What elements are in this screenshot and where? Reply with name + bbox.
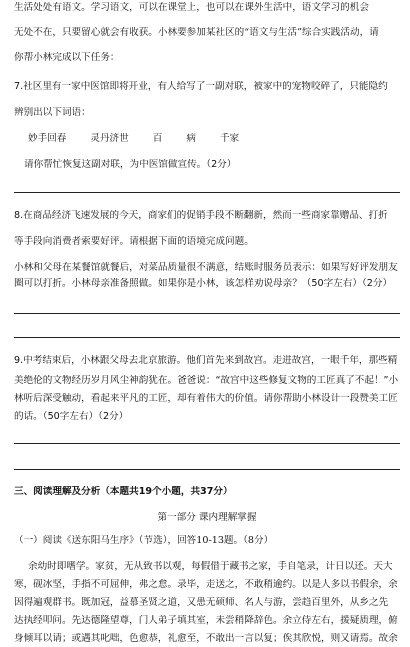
q7-word-list: [28, 133, 400, 145]
intro-line-1: 生活处处有语文。学习语文，可以在课堂上，也可以在课外生活中，语文学习的机会: [14, 2, 369, 13]
q7-word: 千家: [219, 133, 240, 144]
q8-line-4: 圈可以打折。小林母亲准备照做。如果你是小林，该怎样劝说母亲？（50字左右）（2分）: [14, 278, 393, 289]
q8-line-2: 等手段向消费者索要好评。请根据下面的语境完成问题。: [14, 236, 254, 247]
answer-line-q9-2[interactable]: [14, 469, 400, 470]
passage-line-3: 因得遍观群书。既加冠，益慕圣贤之道，又患无硕师、名人与游，尝趋百里外，从乡之先: [14, 597, 389, 608]
q8-line-1: 8.在商品经济飞速发展的今天，商家们的促销手段不断翻新，然而一些商家靠赠品、打折: [14, 210, 388, 221]
q7-line-1: 7.社区里有一家中医馆即将开业，有人给写了一副对联，被家中的宠物咬碎了，只能隐约: [14, 81, 388, 92]
q9-line-4: 的话。（50字左右）（2分）: [14, 411, 129, 422]
q7-task: 请你帮忙恢复这副对联，为中医馆做宣传。（2分）: [24, 159, 237, 170]
answer-line-q8-1[interactable]: [14, 313, 400, 314]
answer-line-q9-1[interactable]: [14, 443, 400, 444]
passage-line-5: 身倾耳以请；或遇其叱咄，色愈恭，礼愈至，不敢出一言以复；俟其欣悦，则又请焉。故余: [14, 633, 398, 644]
answer-line-q7[interactable]: [14, 192, 400, 193]
passage-line-1: 余幼时即嗜学。家贫，无从致书以观，每假借于藏书之家，手自笔录，计日以还。天大: [28, 561, 393, 572]
subsection-1-title: （一）阅读《送东阳马生序》（节选），回答10-13题。（8分）: [14, 535, 274, 546]
answer-line-q8-2[interactable]: [14, 337, 400, 338]
q7-word: 妙手回春: [28, 133, 67, 144]
q7-word: 百: [152, 133, 163, 144]
section-3-title: 三、阅读理解及分析（本题共19个小题，共37分）: [14, 486, 233, 497]
q7-line-2: 辨别出以下词语：: [14, 107, 91, 118]
passage-line-4: 达执经叩问。先达德隆望尊，门人弟子填其室，未尝稍降辞色。余立侍左右，援疑质理，俯: [14, 615, 398, 626]
q7-word: 灵丹济世: [90, 133, 129, 144]
q9-line-2: 美绝伦的文物经历岁月风尘神韵犹在。爸爸说：“故宫中这些修复文物的工匠真了不起！”小: [14, 375, 399, 386]
intro-line-2: 无处不在，只要留心就会有收获。小林要参加某社区的“语文与生活”综合实践活动，请: [14, 27, 379, 38]
q7-word: 病: [186, 133, 196, 144]
q9-line-1: 9.中考结束后，小林跟父母去北京旅游。他们首先来到故宫。走进故宫，一眼千年，那些精: [14, 355, 398, 366]
part-1-title: 第一部分 课内理解掌握: [157, 512, 257, 523]
q8-line-3: 小林和父母在某餐馆就餐后，对菜品质量很不满意，结账时服务员表示：如果写好评发朋友: [14, 262, 398, 273]
intro-line-3: 你帮小林完成以下任务：: [14, 52, 120, 63]
q9-line-3: 林听后深受触动，看起来平凡的工匠，却有着伟大的价值。请你帮助小林设计一段赞美工匠: [14, 393, 398, 404]
passage-line-2: 寒，砚冰坚，手指不可屈伸，弗之怠。录毕，走送之，不敢稍逾约。以是人多以书假余，余: [14, 579, 398, 590]
